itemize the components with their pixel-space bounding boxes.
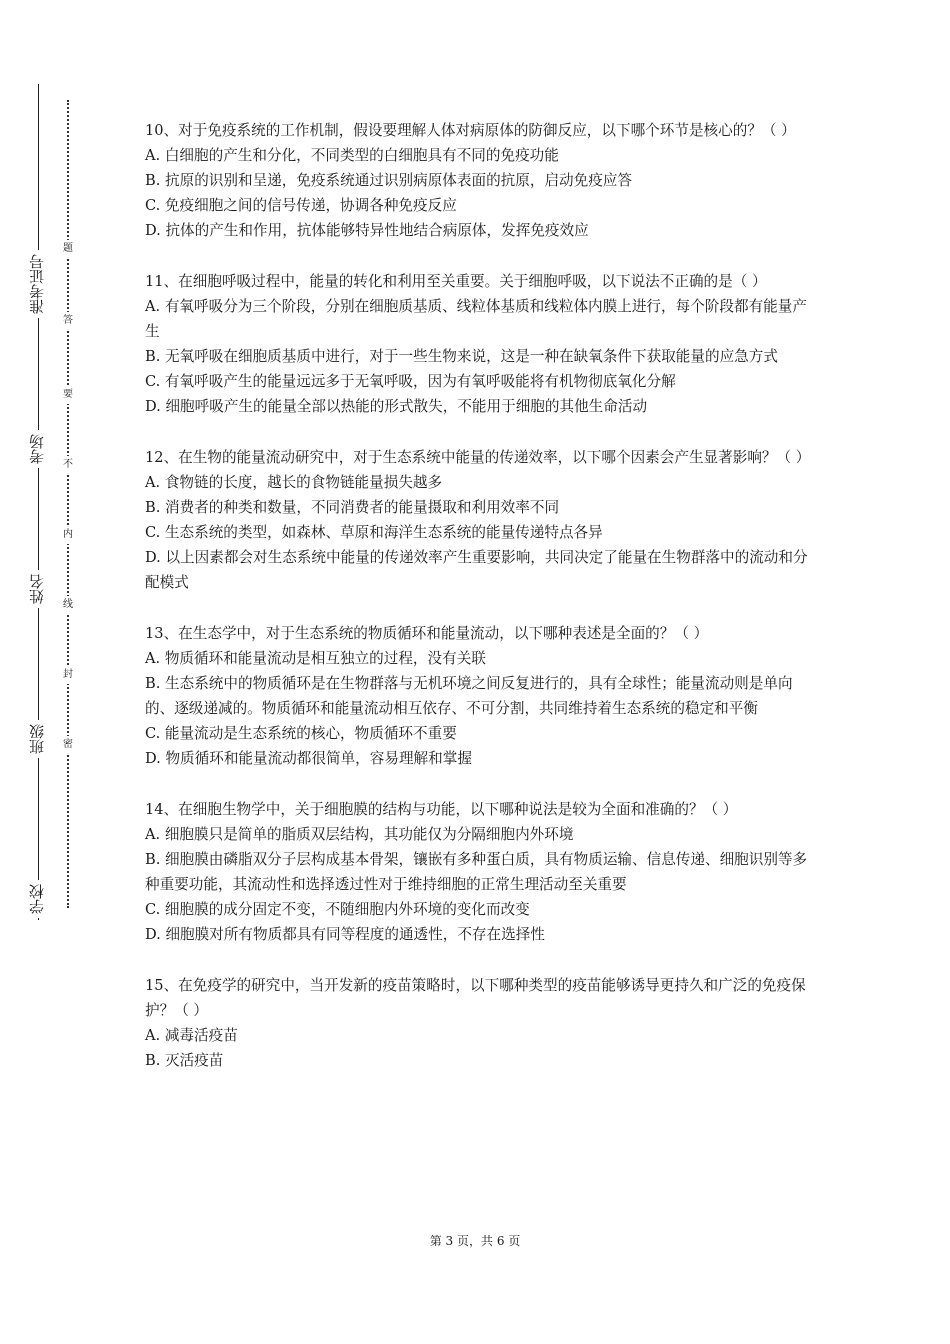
option-a: A. 物质循环和能量流动是相互独立的过程，没有关联 [145, 650, 486, 667]
option-d: D. 抗体的产生和作用，抗体能够特异性地结合病原体，发挥免疫效应 [145, 222, 589, 239]
question-stem: 11、在细胞呼吸过程中，能量的转化和利用至关重要。关于细胞呼吸，以下说法不正确的是（ ） [145, 273, 767, 290]
field-ticket-number-label: 准考证号 [22, 250, 52, 318]
question-13 [145, 621, 813, 771]
option-b: B. 消费者的种类和数量，不同消费者的能量摄取和利用效率不同 [145, 499, 560, 516]
question-list [145, 118, 813, 1099]
option-a: A. 细胞膜只是简单的脂质双层结构，其功能仅为分隔细胞内外环境 [145, 826, 574, 843]
question-stem: 14、在细胞生物学中，关于细胞膜的结构与功能，以下哪种说法是较为全面和准确的？（ ） [145, 801, 738, 818]
binding-rule [38, 84, 39, 920]
seal-char: 封 [60, 666, 76, 684]
option-b: B. 灭活疫苗 [145, 1052, 224, 1069]
field-school-label: 学校 [22, 880, 52, 918]
question-stem: 15、在免疫学的研究中，当开发新的疫苗策略时，以下哪种类型的疫苗能够诱导更持久和广泛的免疫保护？（ ） [145, 977, 806, 1019]
seal-line [60, 100, 76, 908]
seal-char: 题 [60, 240, 76, 258]
seal-char: 线 [60, 596, 76, 614]
question-11 [145, 269, 813, 419]
option-c: C. 细胞膜的成分固定不变，不随细胞内外环境的变化而改变 [145, 901, 530, 918]
option-a: A. 减毒活疫苗 [145, 1027, 238, 1044]
option-d: D. 以上因素都会对生态系统中能量的传递效率产生重要影响，共同决定了能量在生物群落中的流动和分配模式 [145, 549, 808, 591]
question-stem: 10、对于免疫系统的工作机制，假设要理解人体对病原体的防御反应，以下哪个环节是核心的？（ ） [145, 122, 796, 139]
option-c: C. 生态系统的类型，如森林、草原和海洋生态系统的能量传递特点各异 [145, 524, 603, 541]
option-c: C. 能量流动是生态系统的核心，物质循环不重要 [145, 725, 457, 742]
option-b: B. 抗原的识别和呈递，免疫系统通过识别病原体表面的抗原，启动免疫应答 [145, 172, 633, 189]
seal-char: 要 [60, 386, 76, 404]
seal-char: 密 [60, 736, 76, 754]
field-exam-room-label: 考场 [22, 430, 52, 468]
question-10 [145, 118, 813, 243]
option-d: D. 物质循环和能量流动都很简单，容易理解和掌握 [145, 750, 472, 767]
seal-dotted-line [67, 100, 69, 908]
option-a: A. 食物链的长度，越长的食物链能量损失越多 [145, 474, 443, 491]
question-stem: 13、在生态学中，对于生态系统的物质循环和能量流动，以下哪种表述是全面的？（ ） [145, 625, 709, 642]
option-b: B. 细胞膜由磷脂双分子层构成基本骨架，镶嵌有多种蛋白质，具有物质运输、信息传递、细胞识别等多种重要功能，其流动性和选择透过性对于维持细胞的正常生理活动至关重要 [145, 851, 808, 893]
field-name-label: 姓名 [22, 570, 52, 608]
question-12 [145, 445, 813, 595]
option-d: D. 细胞呼吸产生的能量全部以热能的形式散失，不能用于细胞的其他生命活动 [145, 398, 648, 415]
page-footer: 第 3 页，共 6 页 [429, 1234, 521, 1248]
option-d: D. 细胞膜对所有物质都具有同等程度的通透性，不存在选择性 [145, 926, 545, 943]
field-class-label: 班级 [22, 720, 52, 758]
seal-char: 内 [60, 526, 76, 544]
option-c: C. 免疫细胞之间的信号传递，协调各种免疫反应 [145, 197, 457, 214]
option-b: B. 生态系统中的物质循环是在生物群落与无机环境之间反复进行的，具有全球性；能量流动则是单向的、逐级递减的。物质循环和能量流动相互依存、不可分割，共同维持着生态系统的稳定和平衡 [145, 675, 793, 717]
question-14 [145, 797, 813, 947]
option-b: B. 无氧呼吸在细胞质基质中进行，对于一些生物来说，这是一种在缺氧条件下获取能量的应急方式 [145, 348, 778, 365]
option-a: A. 白细胞的产生和分化，不同类型的白细胞具有不同的免疫功能 [145, 147, 559, 164]
question-15 [145, 973, 813, 1073]
option-c: C. 有氧呼吸产生的能量远远多于无氧呼吸，因为有氧呼吸能将有机物彻底氧化分解 [145, 373, 676, 390]
binding-info-column [22, 84, 52, 920]
seal-char: 答 [60, 312, 76, 330]
question-stem: 12、在生物的能量流动研究中，对于生态系统中能量的传递效率，以下哪个因素会产生显著影响？（ ） [145, 449, 811, 466]
option-a: A. 有氧呼吸分为三个阶段，分别在细胞质基质、线粒体基质和线粒体内膜上进行，每个阶段都有能量产生 [145, 298, 807, 340]
seal-char: 不 [60, 456, 76, 474]
